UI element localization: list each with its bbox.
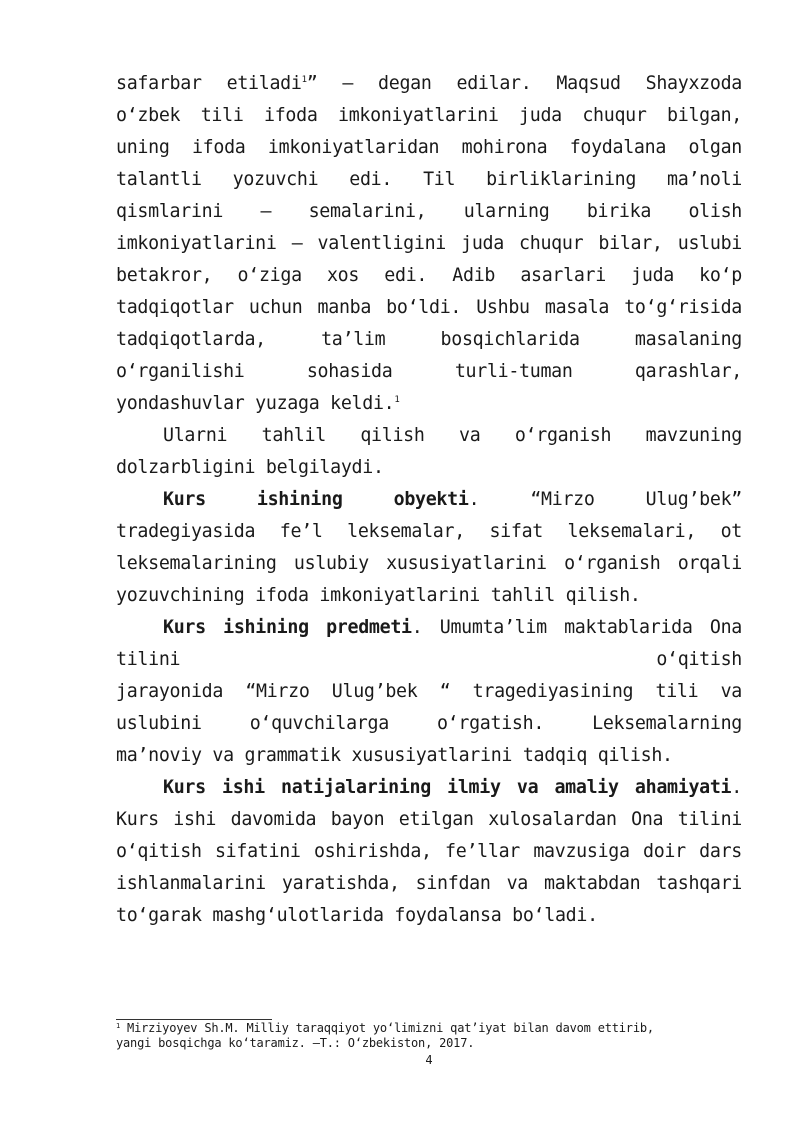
text-line: betakror, o‘ziga xos edi. Adib asarlari juda ko‘p <box>116 265 742 286</box>
footnote-text: Mirziyoyev Sh.M. Milliy taraqqiyot yo‘limizni qat’iyat bilan davom ettirib, <box>127 1021 654 1035</box>
text-line: o‘qitish sifatini oshirishda, fe’llar mavzusiga doir dars <box>116 841 742 862</box>
text-fragment: yondashuvlar yuzaga keldi. <box>116 393 395 414</box>
text-line: o‘rganilishi sohasida turli-tuman qarashlar, <box>116 361 742 382</box>
paragraph-course-object <box>116 484 742 612</box>
footnote-mark: 1 <box>116 1022 121 1030</box>
text-line: yozuvchining ifoda imkoniyatlarini tahlil qilish. <box>116 585 641 606</box>
document-body <box>116 68 742 932</box>
text-fragment: . “Mirzo Ulug’bek” <box>468 489 742 510</box>
text-line: Ularni tahlil qilish va o‘rganish mavzuning <box>163 425 742 446</box>
text-line: uslubini o‘quvchilarga o‘rgatish. Leksemalarning <box>116 713 742 734</box>
page-number: 4 <box>425 1053 433 1067</box>
text-line <box>116 772 742 804</box>
footnote-line <box>116 1021 744 1036</box>
text-fragment: o‘qitish <box>656 649 742 670</box>
text-fragment: tilini <box>116 649 181 670</box>
text-line: jarayonida “Mirzo Ulug’bek “ tragediyasining tili va <box>116 681 742 702</box>
text-line: talantli yozuvchi edi. Til birliklarining ma’noli <box>116 169 742 190</box>
text-line: to‘garak mashg‘ulotlarida foydalansa bo‘ladi. <box>116 905 598 926</box>
paragraph-significance <box>116 772 742 932</box>
text-fragment: . Umumta’lim maktablarida Ona <box>411 617 742 638</box>
paragraph-course-subject <box>116 612 742 772</box>
text-line <box>116 68 742 100</box>
text-line: tadqiqotlar uchun manba bo‘ldi. Ushbu masala to‘g‘risida <box>116 297 742 318</box>
text-line: tadqiqotlarda, ta’lim bosqichlarida masalaning <box>116 329 742 350</box>
text-fragment: . <box>731 777 742 798</box>
text-line: o‘zbek tili ifoda imkoniyatlarini juda chuqur bilgan, <box>116 105 742 126</box>
text-fragment: ” – degan edilar. Maqsud Shayxzoda <box>306 73 742 94</box>
footnote <box>116 1021 744 1051</box>
text-line: tradegiyasida fe’l leksemalar, sifat leksemalari, ot <box>116 521 742 542</box>
footnote-line: yangi bosqichga ko‘taramiz. –T.: O‘zbekiston, 2017. <box>116 1036 475 1050</box>
text-line <box>116 644 742 676</box>
footnote-reference: 1 <box>301 75 307 85</box>
text-line: Kurs ishi davomida bayon etilgan xulosalardan Ona tilini <box>116 809 742 830</box>
text-line <box>116 612 742 644</box>
text-line: ishlanmalarini yaratishda, sinfdan va maktabdan tashqari <box>116 873 742 894</box>
text-line: imkoniyatlarini – valentligini juda chuqur bilar, uslubi <box>116 233 742 254</box>
section-heading-subject: Kurs ishining predmeti <box>163 617 412 638</box>
text-line: qismlarini – semalarini, ularning birika olish <box>116 201 742 222</box>
text-line: ma’noviy va grammatik xususiyatlarini tadqiq qilish. <box>116 745 673 766</box>
text-line: leksemalarining uslubiy xususiyatlarini o‘rganish orqali <box>116 553 742 574</box>
section-heading-object: Kurs ishining obyekti <box>163 489 469 510</box>
footnote-separator <box>116 1019 272 1020</box>
text-line: uning ifoda imkoniyatlaridan mohirona foydalana olgan <box>116 137 742 158</box>
text-line: dolzarbligini belgilaydi. <box>116 457 384 478</box>
text-line <box>116 388 742 420</box>
footnote-reference: 1 <box>394 395 400 405</box>
text-fragment: safarbar etiladi <box>116 73 302 94</box>
paragraph-relevance <box>116 420 742 484</box>
section-heading-significance: Kurs ishi natijalarining ilmiy va amaliy ahamiyati <box>163 777 732 798</box>
paragraph-quote-conclusion <box>116 68 742 420</box>
text-line <box>116 484 742 516</box>
